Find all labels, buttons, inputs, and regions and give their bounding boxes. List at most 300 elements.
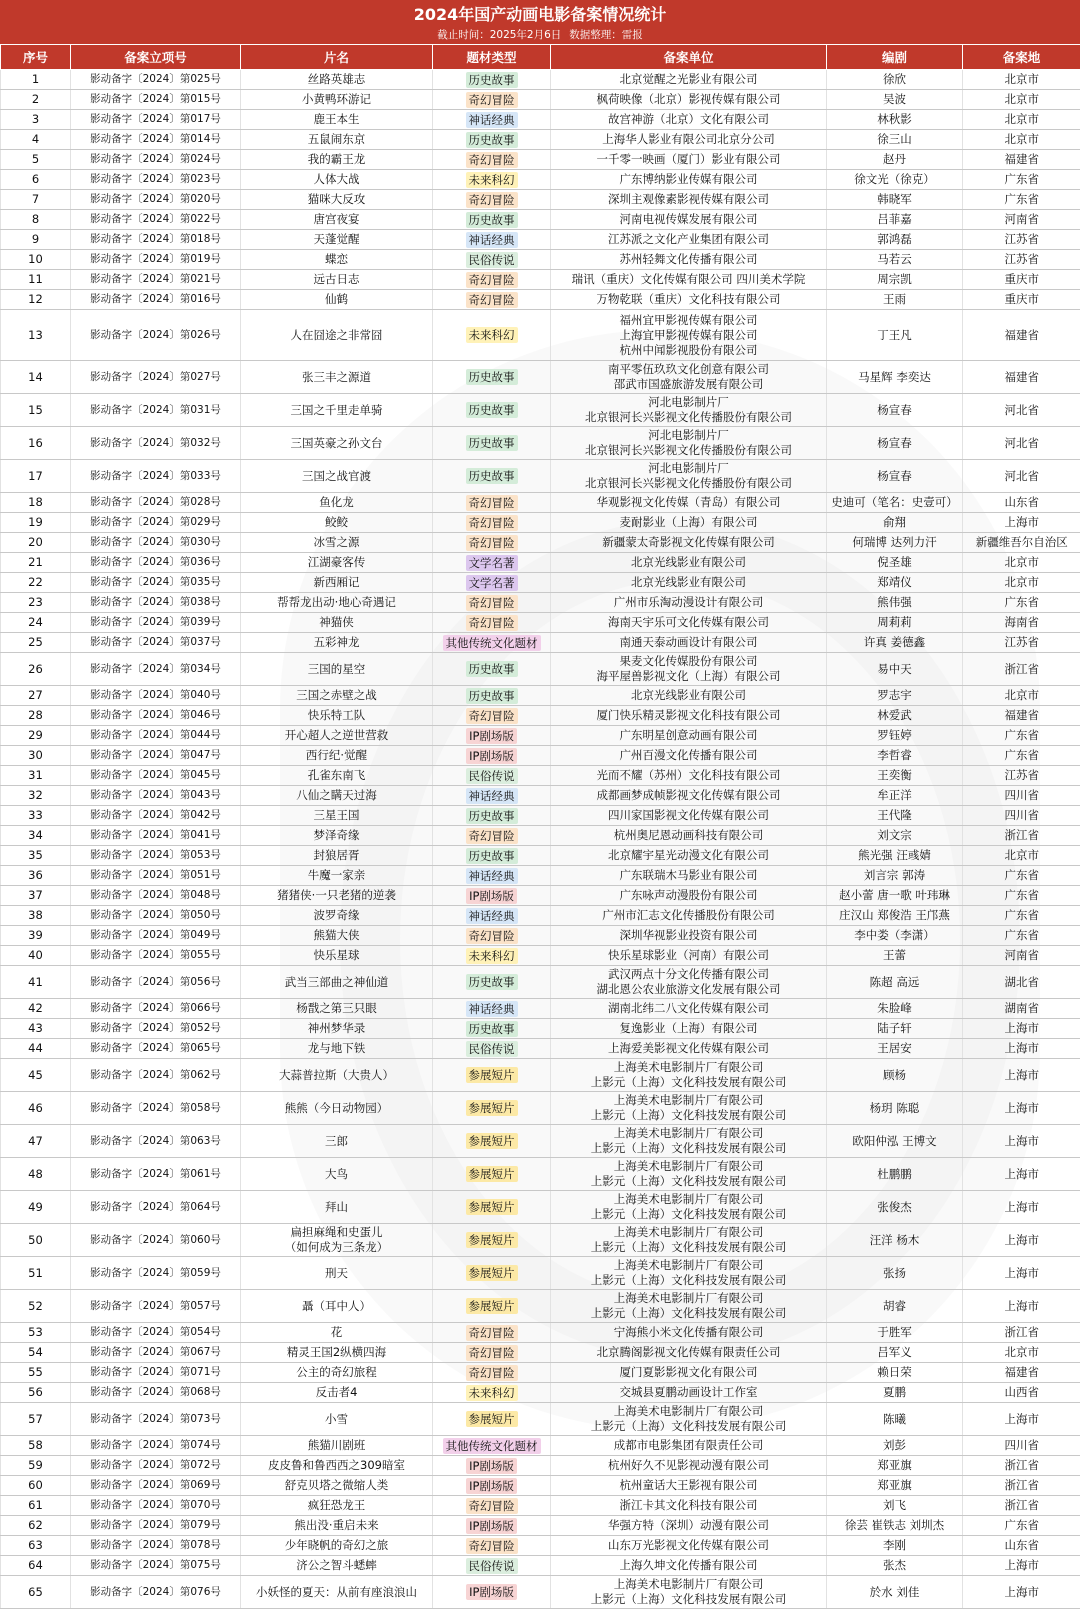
cell-place: 上海市	[963, 1576, 1080, 1609]
cell-unit	[551, 1363, 827, 1383]
cell-writer: 徐欣	[827, 70, 963, 90]
table-row	[1, 310, 1080, 361]
genre-tag: 历史故事	[466, 808, 518, 824]
cell-title	[241, 866, 433, 886]
genre-tag: 未来科幻	[466, 172, 518, 188]
cell-unit	[551, 1556, 827, 1576]
cell-title	[241, 1383, 433, 1403]
unit-line: 北京耀宇星光动漫文化有限公司	[608, 848, 769, 862]
table-row	[1, 130, 1080, 150]
cell-place: 广东省	[963, 190, 1080, 210]
cell-no: 49	[1, 1191, 71, 1224]
table-row	[1, 999, 1080, 1019]
cell-id: 影动备字〔2024〕第032号	[71, 427, 241, 460]
unit-line: 上影元（上海）文化科技发展有限公司	[590, 1207, 787, 1221]
col-header-no: 序号	[1, 45, 71, 70]
genre-tag: 历史故事	[466, 688, 518, 704]
cell-genre	[433, 270, 551, 290]
cell-place: 北京市	[963, 1343, 1080, 1363]
col-header-writer: 编剧	[827, 45, 963, 70]
title-line: 人体大战	[313, 172, 360, 186]
cell-genre	[433, 766, 551, 786]
unit-line: 北京光线影业有限公司	[631, 688, 746, 702]
cell-writer: 吕军义	[827, 1343, 963, 1363]
genre-tag: 奇幻冒险	[466, 292, 518, 308]
unit-line: 上影元（上海）文化科技发展有限公司	[590, 1240, 787, 1254]
cell-unit	[551, 250, 827, 270]
unit-line: 河北电影制片厂	[648, 461, 729, 475]
cell-title	[241, 1496, 433, 1516]
cell-unit	[551, 946, 827, 966]
cell-genre	[433, 1257, 551, 1290]
cell-no: 12	[1, 290, 71, 310]
cell-no: 64	[1, 1556, 71, 1576]
table-row	[1, 806, 1080, 826]
cell-writer: 丁王凡	[827, 310, 963, 361]
table-row	[1, 270, 1080, 290]
cell-place: 河北省	[963, 460, 1080, 493]
table-row	[1, 966, 1080, 999]
cell-id: 影动备字〔2024〕第027号	[71, 361, 241, 394]
genre-tag: 历史故事	[466, 468, 518, 484]
cell-title	[241, 130, 433, 150]
unit-line: 麦耐影业（上海）有限公司	[619, 515, 758, 529]
table-row	[1, 210, 1080, 230]
cell-unit	[551, 573, 827, 593]
unit-line: 江苏派之文化产业集团有限公司	[608, 232, 769, 246]
cell-title	[241, 513, 433, 533]
data-source: 数据整理：雷报	[569, 29, 643, 41]
cell-genre	[433, 533, 551, 553]
cell-title	[241, 1290, 433, 1323]
table-row	[1, 946, 1080, 966]
unit-line: 杭州中闻影视股份有限公司	[619, 342, 758, 357]
title-line: 鹿王本生	[313, 112, 360, 126]
cell-no: 36	[1, 866, 71, 886]
cell-title	[241, 706, 433, 726]
table-row	[1, 460, 1080, 493]
cell-genre	[433, 946, 551, 966]
cell-id: 影动备字〔2024〕第059号	[71, 1257, 241, 1290]
unit-line: 深圳主观像素影视传媒有限公司	[608, 192, 769, 206]
table-row	[1, 394, 1080, 427]
unit-line: 上海美术电影制片厂有限公司	[613, 1291, 764, 1305]
cell-writer: 李刚	[827, 1536, 963, 1556]
cell-genre	[433, 1363, 551, 1383]
table-row	[1, 1125, 1080, 1158]
table-row	[1, 706, 1080, 726]
cell-writer: 刘言宗 郭涛	[827, 866, 963, 886]
table-row	[1, 427, 1080, 460]
cell-genre	[433, 1343, 551, 1363]
cell-id: 影动备字〔2024〕第075号	[71, 1556, 241, 1576]
cell-unit	[551, 866, 827, 886]
title-line: 人在囧途之非常囧	[290, 327, 383, 342]
cell-unit	[551, 906, 827, 926]
cell-genre	[433, 250, 551, 270]
cell-unit	[551, 593, 827, 613]
cell-unit	[551, 966, 827, 999]
cell-title	[241, 460, 433, 493]
cell-place: 北京市	[963, 130, 1080, 150]
cell-writer: 夏鹏	[827, 1383, 963, 1403]
unit-line: 厦门夏影影视文化有限公司	[619, 1365, 758, 1379]
cell-place: 江苏省	[963, 633, 1080, 653]
cell-no: 27	[1, 686, 71, 706]
cell-writer: 罗志宇	[827, 686, 963, 706]
table-row	[1, 866, 1080, 886]
table-row	[1, 70, 1080, 90]
cell-genre	[433, 1191, 551, 1224]
cell-writer: 熊伟强	[827, 593, 963, 613]
genre-tag: 文学名著	[466, 575, 518, 591]
title-line: 刑天	[325, 1265, 348, 1280]
cell-genre	[433, 230, 551, 250]
cell-unit	[551, 1496, 827, 1516]
unit-line: 北京光线影业有限公司	[631, 575, 746, 589]
unit-line: 复逸影业（上海）有限公司	[619, 1021, 758, 1035]
table-row	[1, 653, 1080, 686]
table-row	[1, 1343, 1080, 1363]
table-row	[1, 170, 1080, 190]
cell-writer: 徐文光（徐克）	[827, 170, 963, 190]
cell-no: 8	[1, 210, 71, 230]
cell-genre	[433, 786, 551, 806]
genre-tag: 奇幻冒险	[466, 928, 518, 944]
title-line: 蝶恋	[325, 252, 348, 266]
unit-line: 武汉两点十分文化传播有限公司	[608, 967, 769, 981]
table-row	[1, 1383, 1080, 1403]
cell-writer: 郑靖仪	[827, 573, 963, 593]
cell-title	[241, 1536, 433, 1556]
cell-title	[241, 1191, 433, 1224]
unit-line: 上海美术电影制片厂有限公司	[613, 1258, 764, 1272]
cell-title	[241, 1323, 433, 1343]
cell-unit	[551, 1092, 827, 1125]
cell-place: 重庆市	[963, 290, 1080, 310]
cell-no: 4	[1, 130, 71, 150]
cell-id: 影动备字〔2024〕第016号	[71, 290, 241, 310]
table-row	[1, 250, 1080, 270]
cell-title	[241, 999, 433, 1019]
cell-no: 37	[1, 886, 71, 906]
unit-line: 瑞讯（重庆）文化传媒有限公司 四川美术学院	[571, 272, 806, 286]
unit-line: 河北电影制片厂	[648, 395, 729, 409]
unit-line: 北京银河长兴影视文化传播股份有限公司	[585, 476, 792, 490]
table-row	[1, 1290, 1080, 1323]
cell-id: 影动备字〔2024〕第057号	[71, 1290, 241, 1323]
unit-line: 南平零伍玖玖文化创意有限公司	[608, 362, 769, 376]
unit-line: 上海华人影业有限公司北京分公司	[602, 132, 775, 146]
unit-line: 上海美术电影制片厂有限公司	[613, 1404, 764, 1418]
cell-unit	[551, 886, 827, 906]
cell-title	[241, 686, 433, 706]
cell-place: 湖北省	[963, 966, 1080, 999]
cell-genre	[433, 290, 551, 310]
cell-no: 55	[1, 1363, 71, 1383]
cell-writer: 朱脸峰	[827, 999, 963, 1019]
cell-place: 北京市	[963, 573, 1080, 593]
cell-unit	[551, 746, 827, 766]
cell-genre	[433, 1019, 551, 1039]
unit-line: 上影元（上海）文化科技发展有限公司	[590, 1108, 787, 1122]
cell-unit	[551, 1125, 827, 1158]
cell-unit	[551, 513, 827, 533]
cell-unit	[551, 806, 827, 826]
unit-line: 山东万光影视文化传媒有限公司	[608, 1538, 769, 1552]
table-row	[1, 846, 1080, 866]
unit-line: 杭州奥尼恩动画科技有限公司	[613, 828, 764, 842]
genre-tag: 奇幻冒险	[466, 535, 518, 551]
cell-id: 影动备字〔2024〕第066号	[71, 999, 241, 1019]
genre-tag: 奇幻冒险	[466, 495, 518, 511]
cell-writer: 史迪可（笔名：史壹可）	[827, 493, 963, 513]
cell-place: 浙江省	[963, 826, 1080, 846]
cell-writer: 欧阳仲泓 王博文	[827, 1125, 963, 1158]
cell-id: 影动备字〔2024〕第022号	[71, 210, 241, 230]
cell-writer: 郭鸿磊	[827, 230, 963, 250]
cell-writer: 许真 姜德鑫	[827, 633, 963, 653]
table-row	[1, 230, 1080, 250]
cell-id: 影动备字〔2024〕第048号	[71, 886, 241, 906]
table-row	[1, 190, 1080, 210]
genre-tag: IP剧场版	[466, 1584, 517, 1600]
genre-tag: 历史故事	[466, 212, 518, 228]
cell-genre	[433, 1224, 551, 1257]
cell-genre	[433, 210, 551, 230]
cell-no: 17	[1, 460, 71, 493]
title-line: 丝路英雄志	[307, 72, 366, 86]
cell-genre	[433, 999, 551, 1019]
genre-tag: 神话经典	[466, 112, 518, 128]
unit-line: 北京光线影业有限公司	[631, 555, 746, 569]
cell-title	[241, 613, 433, 633]
cell-id: 影动备字〔2024〕第060号	[71, 1224, 241, 1257]
cell-writer: 吕菲嘉	[827, 210, 963, 230]
unit-line: 海南天宇乐可文化传媒有限公司	[608, 615, 769, 629]
cell-id: 影动备字〔2024〕第069号	[71, 1476, 241, 1496]
genre-tag: 参展短片	[466, 1067, 518, 1083]
cell-writer: 林秋影	[827, 110, 963, 130]
cell-id: 影动备字〔2024〕第068号	[71, 1383, 241, 1403]
cell-no: 42	[1, 999, 71, 1019]
cell-title	[241, 250, 433, 270]
unit-line: 厦门快乐精灵影视文化科技有限公司	[596, 708, 781, 722]
cell-id: 影动备字〔2024〕第071号	[71, 1363, 241, 1383]
cell-no: 47	[1, 1125, 71, 1158]
cell-place: 河南省	[963, 210, 1080, 230]
cell-id: 影动备字〔2024〕第064号	[71, 1191, 241, 1224]
cell-genre	[433, 110, 551, 130]
cell-unit	[551, 1536, 827, 1556]
cell-genre	[433, 866, 551, 886]
unit-line: 故宫神游（北京）文化有限公司	[608, 112, 769, 126]
cell-writer: 张俊杰	[827, 1191, 963, 1224]
cell-place: 广东省	[963, 593, 1080, 613]
cell-writer: 张杰	[827, 1556, 963, 1576]
cell-no: 62	[1, 1516, 71, 1536]
title-line: 小妖怪的夏天：从前有座浪浪山	[256, 1584, 417, 1599]
unit-line: 快乐星球影业（河南）有限公司	[608, 948, 769, 962]
cell-genre	[433, 806, 551, 826]
cell-unit	[551, 846, 827, 866]
cell-unit	[551, 90, 827, 110]
cell-title	[241, 170, 433, 190]
cell-unit	[551, 653, 827, 686]
cell-writer: 陈曦	[827, 1403, 963, 1436]
cell-id: 影动备字〔2024〕第026号	[71, 310, 241, 361]
unit-line: 果麦文化传媒股份有限公司	[619, 654, 758, 668]
cell-unit	[551, 1576, 827, 1609]
unit-line: 上影元（上海）文化科技发展有限公司	[590, 1075, 787, 1089]
cell-place: 福建省	[963, 706, 1080, 726]
cell-no: 30	[1, 746, 71, 766]
cell-genre	[433, 394, 551, 427]
genre-tag: 奇幻冒险	[466, 595, 518, 611]
genre-tag: 历史故事	[466, 132, 518, 148]
title-line: 花	[330, 1325, 343, 1339]
unit-line: 上海爱美影视文化传媒有限公司	[608, 1041, 769, 1055]
cell-no: 31	[1, 766, 71, 786]
cell-writer: 吴波	[827, 90, 963, 110]
unit-line: 上海久坤文化传播有限公司	[619, 1558, 758, 1572]
cell-id: 影动备字〔2024〕第023号	[71, 170, 241, 190]
title-line: 冰雪之源	[313, 535, 360, 549]
cell-genre	[433, 1516, 551, 1536]
cell-unit	[551, 1059, 827, 1092]
cell-no: 25	[1, 633, 71, 653]
cell-unit	[551, 1343, 827, 1363]
unit-line: 上海美术电影制片厂有限公司	[613, 1093, 764, 1107]
unit-line: 上海美术电影制片厂有限公司	[613, 1577, 764, 1591]
unit-line: 上影元（上海）文化科技发展有限公司	[590, 1141, 787, 1155]
cell-title	[241, 653, 433, 686]
unit-line: 上海美术电影制片厂有限公司	[613, 1159, 764, 1173]
cell-no: 53	[1, 1323, 71, 1343]
cell-genre	[433, 1436, 551, 1456]
cell-genre	[433, 1383, 551, 1403]
cell-genre	[433, 886, 551, 906]
cell-writer: 杜鹏鹏	[827, 1158, 963, 1191]
unit-line: 万物乾联（重庆）文化科技有限公司	[596, 292, 781, 306]
title-line: 疯狂恐龙王	[307, 1498, 366, 1512]
cell-no: 59	[1, 1456, 71, 1476]
cell-title	[241, 1516, 433, 1536]
unit-line: 广东咏声动漫股份有限公司	[619, 888, 758, 902]
page-title: 2024年国产动画电影备案情况统计	[413, 5, 667, 24]
cell-unit	[551, 999, 827, 1019]
cutoff-date: 截止时间：2025年2月6日	[437, 29, 562, 41]
cell-place: 上海市	[963, 1290, 1080, 1323]
title-line: 鱼化龙	[319, 495, 354, 509]
genre-tag: 其他传统文化题材	[443, 1438, 541, 1454]
cell-no: 23	[1, 593, 71, 613]
table-row	[1, 826, 1080, 846]
cell-genre	[433, 427, 551, 460]
cell-id: 影动备字〔2024〕第042号	[71, 806, 241, 826]
table-row	[1, 110, 1080, 130]
cell-id: 影动备字〔2024〕第076号	[71, 1576, 241, 1609]
cell-unit	[551, 70, 827, 90]
genre-tag: 奇幻冒险	[466, 152, 518, 168]
cell-id: 影动备字〔2024〕第065号	[71, 1039, 241, 1059]
cell-genre	[433, 746, 551, 766]
table-row	[1, 290, 1080, 310]
cell-unit	[551, 726, 827, 746]
cell-title	[241, 1059, 433, 1092]
unit-line: 上影元（上海）文化科技发展有限公司	[590, 1592, 787, 1606]
cell-genre	[433, 726, 551, 746]
cell-title	[241, 427, 433, 460]
genre-tag: 参展短片	[466, 1100, 518, 1116]
cell-title	[241, 493, 433, 513]
unit-line: 光而不耀（苏州）文化科技有限公司	[596, 768, 781, 782]
cell-writer: 徐芸 崔铁志 刘圳杰	[827, 1516, 963, 1536]
cell-no: 13	[1, 310, 71, 361]
cell-genre	[433, 90, 551, 110]
cell-no: 38	[1, 906, 71, 926]
title-line: 精灵王国2纵横四海	[286, 1345, 387, 1359]
table-row	[1, 1496, 1080, 1516]
table-row	[1, 1516, 1080, 1536]
genre-tag: 历史故事	[466, 369, 518, 385]
cell-id: 影动备字〔2024〕第067号	[71, 1343, 241, 1363]
cell-genre	[433, 706, 551, 726]
title-line: 帮帮龙出动·地心奇遇记	[277, 595, 396, 609]
cell-no: 24	[1, 613, 71, 633]
cell-place: 海南省	[963, 613, 1080, 633]
table-row	[1, 746, 1080, 766]
title-band	[0, 0, 1080, 44]
unit-line: 上影元（上海）文化科技发展有限公司	[590, 1174, 787, 1188]
cell-no: 48	[1, 1158, 71, 1191]
cell-no: 44	[1, 1039, 71, 1059]
cell-writer: 赖日荣	[827, 1363, 963, 1383]
cell-place: 上海市	[963, 1224, 1080, 1257]
cell-place: 河北省	[963, 427, 1080, 460]
table-row	[1, 766, 1080, 786]
cell-id: 影动备字〔2024〕第055号	[71, 946, 241, 966]
unit-line: 新疆蒙太奇影视文化传媒有限公司	[602, 535, 775, 549]
unit-line: 成都市电影集团有限责任公司	[613, 1438, 764, 1452]
cell-id: 影动备字〔2024〕第025号	[71, 70, 241, 90]
unit-line: 四川家国影视文化传媒有限公司	[608, 808, 769, 822]
cell-genre	[433, 926, 551, 946]
cell-place: 北京市	[963, 846, 1080, 866]
col-header-title: 片名	[241, 45, 433, 70]
cell-genre	[433, 1059, 551, 1092]
unit-line: 北京腾阁影视文化传媒有限责任公司	[596, 1345, 781, 1359]
cell-title	[241, 726, 433, 746]
unit-line: 河南电视传媒发展有限公司	[619, 212, 758, 226]
cell-unit	[551, 361, 827, 394]
cell-writer: 牟正洋	[827, 786, 963, 806]
genre-tag: 奇幻冒险	[466, 615, 518, 631]
table-row	[1, 533, 1080, 553]
cell-place: 四川省	[963, 1436, 1080, 1456]
cell-genre	[433, 1092, 551, 1125]
cell-id: 影动备字〔2024〕第021号	[71, 270, 241, 290]
cell-title	[241, 90, 433, 110]
cell-id: 影动备字〔2024〕第034号	[71, 653, 241, 686]
table-row	[1, 493, 1080, 513]
cell-no: 16	[1, 427, 71, 460]
cell-unit	[551, 1383, 827, 1403]
cell-id: 影动备字〔2024〕第063号	[71, 1125, 241, 1158]
cell-writer: 陈超 高远	[827, 966, 963, 999]
cell-place: 江苏省	[963, 766, 1080, 786]
cell-place: 四川省	[963, 806, 1080, 826]
